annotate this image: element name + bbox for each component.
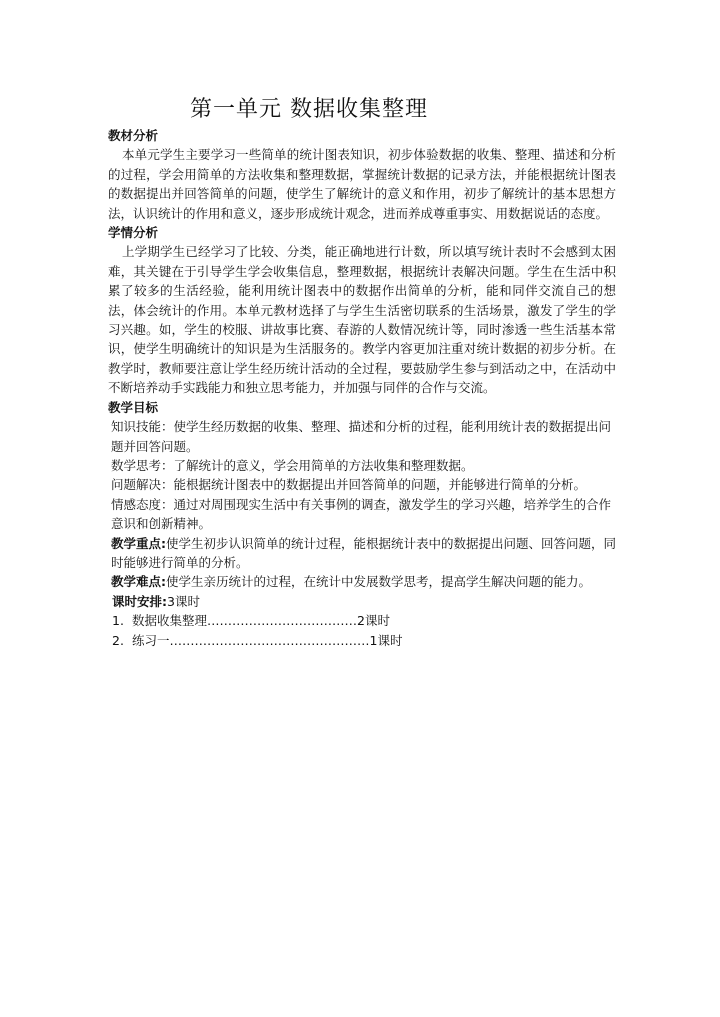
difficulty — [108, 572, 616, 591]
lesson-text: 数据收集整理………………………………2课时 — [132, 613, 390, 629]
key-point-text: 使学生初步认识简单的统计过程，能根据统计表中的数据提出问题、回答问题，同时能够进行简单的分析。 — [111, 535, 617, 570]
schedule — [108, 592, 616, 611]
section-heading-students: 学情分析 — [108, 225, 159, 241]
difficulty-label: 教学难点: — [111, 574, 166, 590]
difficulty-text: 使学生亲历统计的过程，在统计中发展数学思考，提高学生解决问题的能力。 — [166, 574, 592, 590]
lesson-text: 练习一…………………………………………1课时 — [132, 632, 403, 648]
lesson-number: 2. — [112, 632, 124, 648]
key-point — [108, 534, 616, 573]
page-title: 第一单元 数据收集整理 — [190, 97, 428, 122]
lesson-item — [108, 611, 616, 630]
schedule-value: 3课时 — [167, 593, 200, 609]
goal-problem-solving: 问题解决：能根据统计图表中的数据提出并回答简单的问题，并能够进行简单的分析。 — [111, 477, 587, 493]
lesson-number: 1. — [112, 613, 124, 629]
goal-knowledge: 知识技能：使学生经历数据的收集、整理、描述和分析的过程，能利用统计表的数据提出问题并回答问题。 — [111, 419, 612, 454]
goal-thinking: 数学思考：了解统计的意义，学会用简单的方法收集和整理数据。 — [111, 457, 474, 473]
section-heading-goals: 教学目标 — [108, 399, 159, 415]
key-point-label: 教学重点: — [111, 535, 166, 551]
goal-attitude: 情感态度：通过对周围现实生活中有关事例的调查，激发学生的学习兴趣，培养学生的合作意识和创新精神。 — [111, 496, 612, 532]
lesson-item — [108, 631, 616, 650]
schedule-label: 课时安排: — [112, 593, 167, 609]
students-paragraph: 上学期学生已经学习了比较、分类，能正确地进行计数，所以填写统计表时不会感到太困难，其关键在于引导学生学会收集信息，整理数据，根据统计表解决问题。学生在生活中积累了较多的生活经验，能利用统计图表中的数据作出简单的分析，能和同伴交流自己的想法，体会统计的作用。本单元教材选择了与学生生活密切联系的生活场景，激发了学生的学习兴趣。如，学生的校服、讲故事比赛、春游的人数情况统计等，同时渗透一些生活基本常识，使学生明确统计的知识是为生活服务的。教学内容更加注重对统计数据的初步分析。在教学时，教师要注意让学生经历统计活动的全过程，要鼓励学生参与到活动之中，在活动中不断培养动手实践能力和独立思考能力，并加强与同伴的合作与交流。 — [108, 244, 616, 396]
analysis-paragraph: 本单元学生主要学习一些简单的统计图表知识，初步体验数据的收集、整理、描述和分析的过程，学会用简单的方法收集和整理数据，掌握统计数据的记录方法，并能根据统计图表的数据提出并回答简单的问题，使学生了解统计的意义和作用，初步了解统计的基本思想方法，认识统计的作用和意义，逐步形成统计观念，进而养成尊重事实、用数据说话的态度。 — [108, 147, 616, 221]
document-body — [108, 126, 616, 650]
section-heading-analysis: 教材分析 — [108, 128, 159, 143]
